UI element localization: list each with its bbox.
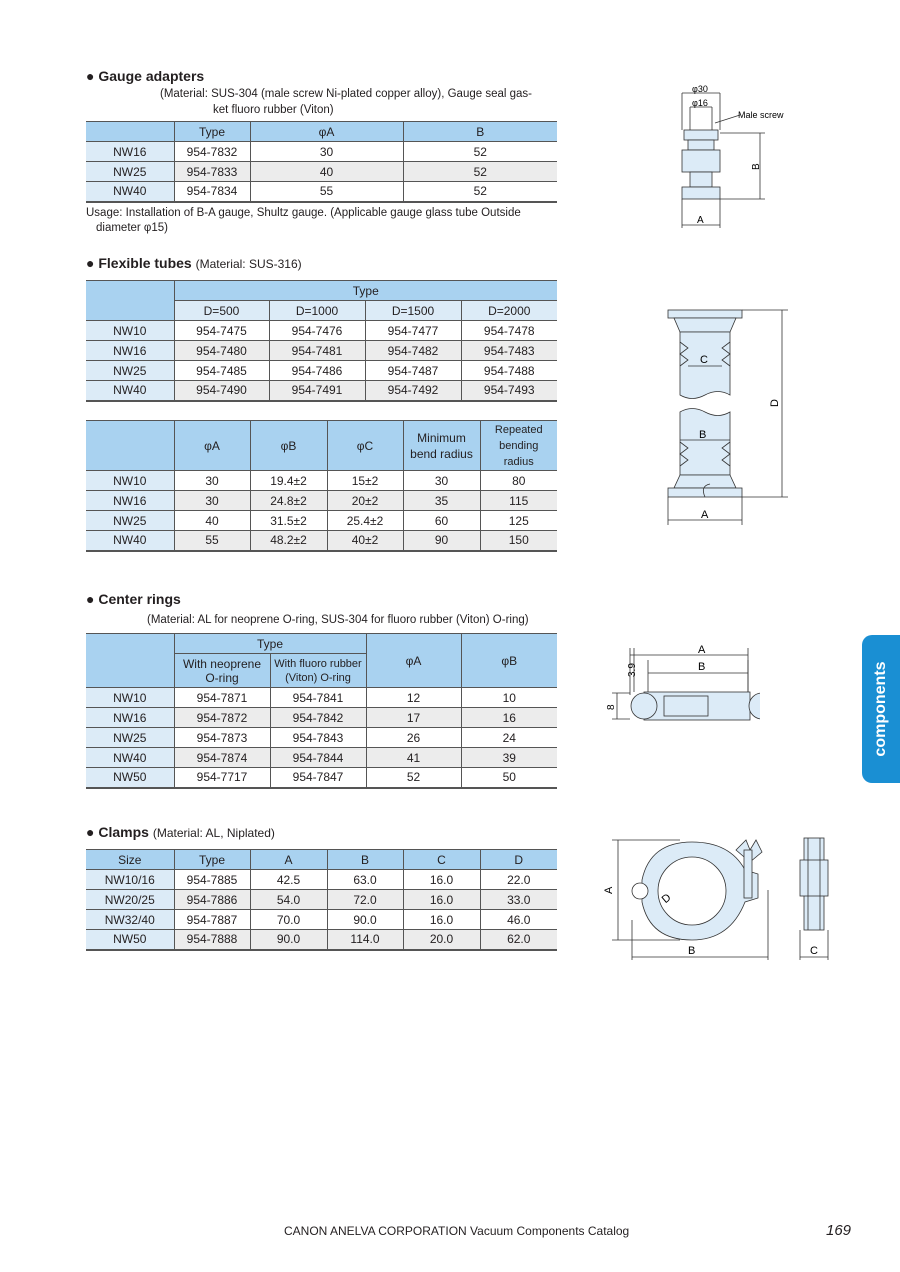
cell-a: 40 — [174, 511, 250, 531]
cell-a: 70.0 — [250, 910, 327, 930]
cell-neoprene: 954-7871 — [174, 688, 270, 708]
rings-header-phi-a: φA — [366, 634, 461, 688]
cell-rep: 80 — [480, 471, 557, 491]
cell-a: 41 — [366, 748, 461, 768]
cell-a: 30 — [174, 471, 250, 491]
flex-header-repeated-bend: Repeated bending radius — [480, 421, 557, 471]
cell-c: 40±2 — [327, 531, 403, 551]
cell-rep: 125 — [480, 511, 557, 531]
cell-type: 954-7482 — [365, 341, 461, 361]
cell-c: 16.0 — [403, 890, 480, 910]
cell-b: 52 — [403, 162, 557, 182]
cell-b: 90.0 — [327, 910, 403, 930]
cell-type: 954-7488 — [461, 361, 557, 381]
clamps-table — [86, 849, 557, 951]
cell-a: 52 — [366, 768, 461, 788]
cell-b: 24 — [461, 728, 557, 748]
cell-type: 954-7888 — [174, 930, 250, 950]
cell-b: 31.5±2 — [250, 511, 327, 531]
cell-c: 15±2 — [327, 471, 403, 491]
cell-a: 12 — [366, 688, 461, 708]
cell-type: 954-7886 — [174, 890, 250, 910]
ring-dim-3-9: 3.9 — [627, 663, 638, 677]
table-row — [86, 162, 557, 182]
table-row — [86, 728, 557, 748]
clamp-dim-b: B — [688, 945, 696, 957]
row-size: NW16 — [86, 341, 174, 361]
cell-a: 30 — [174, 491, 250, 511]
flex-header-phi-b: φB — [250, 421, 327, 471]
gauge-usage-line1: Usage: Installation of B-A gauge, Shultz gauge. (Applicable gauge glass tube Outside — [86, 207, 521, 219]
flexible-tube-diagram — [660, 300, 795, 530]
row-size: NW40 — [86, 531, 174, 551]
table-row — [86, 870, 557, 890]
row-size: NW20/25 — [86, 890, 174, 910]
cell-type: 954-7833 — [174, 162, 250, 182]
flex-section-title: ● Flexible tubes (Material: SUS-316) — [86, 255, 302, 271]
ring-dim-a: A — [698, 644, 706, 656]
cell-type: 954-7475 — [174, 321, 269, 341]
cell-type: 954-7491 — [269, 381, 365, 401]
gauge-usage-line2: diameter φ15) — [96, 222, 169, 234]
clamp-diagram — [600, 830, 845, 965]
cell-neoprene: 954-7874 — [174, 748, 270, 768]
row-size: NW50 — [86, 768, 174, 788]
row-size: NW25 — [86, 728, 174, 748]
gauge-dim-b: B — [751, 163, 762, 170]
cell-type: 954-7476 — [269, 321, 365, 341]
table-row — [86, 511, 557, 531]
components-tab-label: components — [872, 661, 889, 757]
flex-header-d1500: D=1500 — [365, 301, 461, 321]
row-size: NW10 — [86, 688, 174, 708]
cell-neoprene: 954-7872 — [174, 708, 270, 728]
table-row — [86, 361, 557, 381]
cell-type: 954-7492 — [365, 381, 461, 401]
cell-viton: 954-7841 — [270, 688, 366, 708]
table-row — [86, 381, 557, 401]
row-size: NW50 — [86, 930, 174, 950]
cell-type: 954-7885 — [174, 870, 250, 890]
cell-rep: 150 — [480, 531, 557, 551]
flex-dim-d: D — [769, 399, 781, 407]
cell-type: 954-7483 — [461, 341, 557, 361]
gauge-table — [86, 121, 557, 203]
rings-section-title: ● Center rings — [86, 591, 181, 607]
table-row — [86, 341, 557, 361]
cell-c: 20.0 — [403, 930, 480, 950]
gauge-section-title: ● Gauge adapters — [86, 68, 205, 84]
ring-dim-b: B — [698, 661, 706, 673]
cell-c: 25.4±2 — [327, 511, 403, 531]
cell-type: 954-7887 — [174, 910, 250, 930]
table-row — [86, 321, 557, 341]
cell-b: 24.8±2 — [250, 491, 327, 511]
row-size: NW40 — [86, 748, 174, 768]
cell-neoprene: 954-7717 — [174, 768, 270, 788]
cell-min: 35 — [403, 491, 480, 511]
rings-header-viton: With fluoro rubber (Viton) O-ring — [270, 654, 366, 688]
cell-c: 16.0 — [403, 910, 480, 930]
table-row — [86, 471, 557, 491]
row-size: NW40 — [86, 182, 174, 202]
cell-c: 16.0 — [403, 870, 480, 890]
cell-type: 954-7478 — [461, 321, 557, 341]
cell-a: 55 — [174, 531, 250, 551]
rings-header-phi-b: φB — [461, 634, 557, 688]
row-size: NW25 — [86, 511, 174, 531]
flex-header-phi-c: φC — [327, 421, 403, 471]
cell-a: 90.0 — [250, 930, 327, 950]
cell-viton: 954-7842 — [270, 708, 366, 728]
gauge-header-a: φA — [250, 122, 403, 142]
rings-header-type: Type — [174, 634, 366, 654]
cell-min: 60 — [403, 511, 480, 531]
flex-dim-b: B — [699, 429, 707, 441]
table-row — [86, 748, 557, 768]
table-row — [86, 531, 557, 551]
ring-dim-8: 8 — [606, 704, 617, 710]
cell-type: 954-7493 — [461, 381, 557, 401]
flex-header-d1000: D=1000 — [269, 301, 365, 321]
gauge-male-screw-label: Male screw — [738, 110, 784, 120]
cell-a: 17 — [366, 708, 461, 728]
gauge-corner-header — [86, 122, 174, 142]
gauge-material-line2: ket fluoro rubber (Viton) — [213, 104, 334, 116]
rings-material: (Material: AL for neoprene O-ring, SUS-304 for fluoro rubber (Viton) O-ring) — [147, 614, 529, 626]
table-row — [86, 768, 557, 788]
row-size: NW16 — [86, 142, 174, 162]
cell-type: 954-7490 — [174, 381, 269, 401]
flex-corner-header — [86, 281, 174, 321]
gauge-material-line1: (Material: SUS-304 (male screw Ni-plated copper alloy), Gauge seal gas- — [160, 88, 532, 100]
cell-viton: 954-7844 — [270, 748, 366, 768]
cell-b: 16 — [461, 708, 557, 728]
table-row — [86, 910, 557, 930]
cell-viton: 954-7843 — [270, 728, 366, 748]
table-row — [86, 491, 557, 511]
gauge-dim-a: A — [697, 215, 704, 226]
table-row — [86, 890, 557, 910]
table-row — [86, 142, 557, 162]
flex-dimension-table — [86, 420, 557, 552]
clamps-header-size: Size — [86, 850, 174, 870]
cell-type: 954-7477 — [365, 321, 461, 341]
rings-corner-header — [86, 634, 174, 688]
row-size: NW40 — [86, 381, 174, 401]
row-size: NW25 — [86, 361, 174, 381]
row-size: NW10/16 — [86, 870, 174, 890]
flex-dim-a: A — [701, 509, 709, 521]
cell-b: 63.0 — [327, 870, 403, 890]
clamps-header-type: Type — [174, 850, 250, 870]
row-size: NW10 — [86, 321, 174, 341]
cell-type: 954-7834 — [174, 182, 250, 202]
cell-a: 40 — [250, 162, 403, 182]
cell-d: 22.0 — [480, 870, 557, 890]
cell-d: 46.0 — [480, 910, 557, 930]
clamp-dim-c: C — [810, 945, 818, 957]
row-size: NW16 — [86, 708, 174, 728]
cell-min: 30 — [403, 471, 480, 491]
footer-catalog-name: CANON ANELVA CORPORATION Vacuum Components Catalog — [284, 1224, 630, 1238]
cell-neoprene: 954-7873 — [174, 728, 270, 748]
cell-rep: 115 — [480, 491, 557, 511]
flex-type-table — [86, 280, 557, 402]
cell-type: 954-7481 — [269, 341, 365, 361]
gauge-dim-phi30: φ30 — [692, 85, 708, 94]
table-row — [86, 688, 557, 708]
cell-b: 114.0 — [327, 930, 403, 950]
gauge-adapter-diagram — [670, 85, 795, 235]
row-size: NW10 — [86, 471, 174, 491]
center-ring-diagram — [600, 640, 760, 735]
clamps-header-a: A — [250, 850, 327, 870]
cell-type: 954-7480 — [174, 341, 269, 361]
cell-a: 30 — [250, 142, 403, 162]
clamps-header-c: C — [403, 850, 480, 870]
flex-header-d2000: D=2000 — [461, 301, 557, 321]
flex-header-phi-a: φA — [174, 421, 250, 471]
page-number: 169 — [826, 1222, 852, 1239]
cell-type: 954-7486 — [269, 361, 365, 381]
cell-a: 54.0 — [250, 890, 327, 910]
table-row — [86, 930, 557, 950]
cell-min: 90 — [403, 531, 480, 551]
gauge-header-type: Type — [174, 122, 250, 142]
flex-header-min-bend: Minimum bend radius — [403, 421, 480, 471]
cell-a: 42.5 — [250, 870, 327, 890]
cell-type: 954-7487 — [365, 361, 461, 381]
gauge-header-b: B — [403, 122, 557, 142]
clamp-dim-d: D — [659, 891, 674, 906]
cell-b: 48.2±2 — [250, 531, 327, 551]
clamps-section-title: ● Clamps (Material: AL, Niplated) — [86, 824, 275, 840]
flex-header-type: Type — [174, 281, 557, 301]
table-row — [86, 708, 557, 728]
row-size: NW25 — [86, 162, 174, 182]
flex-dim-c: C — [700, 354, 708, 366]
cell-b: 10 — [461, 688, 557, 708]
flex-dim-corner-header — [86, 421, 174, 471]
clamp-dim-a: A — [603, 886, 615, 894]
cell-d: 33.0 — [480, 890, 557, 910]
cell-b: 52 — [403, 182, 557, 202]
cell-viton: 954-7847 — [270, 768, 366, 788]
cell-a: 55 — [250, 182, 403, 202]
cell-type: 954-7485 — [174, 361, 269, 381]
row-size: NW16 — [86, 491, 174, 511]
cell-c: 20±2 — [327, 491, 403, 511]
clamps-header-b: B — [327, 850, 403, 870]
gauge-dim-phi16: φ16 — [692, 98, 708, 108]
cell-b: 50 — [461, 768, 557, 788]
cell-d: 62.0 — [480, 930, 557, 950]
components-side-tab[interactable] — [862, 635, 900, 783]
rings-header-neoprene: With neoprene O-ring — [174, 654, 270, 688]
cell-b: 72.0 — [327, 890, 403, 910]
flex-header-d500: D=500 — [174, 301, 269, 321]
cell-b: 19.4±2 — [250, 471, 327, 491]
cell-b: 39 — [461, 748, 557, 768]
cell-a: 26 — [366, 728, 461, 748]
cell-type: 954-7832 — [174, 142, 250, 162]
row-size: NW32/40 — [86, 910, 174, 930]
table-row — [86, 182, 557, 202]
cell-b: 52 — [403, 142, 557, 162]
clamps-header-d: D — [480, 850, 557, 870]
rings-table — [86, 633, 557, 789]
